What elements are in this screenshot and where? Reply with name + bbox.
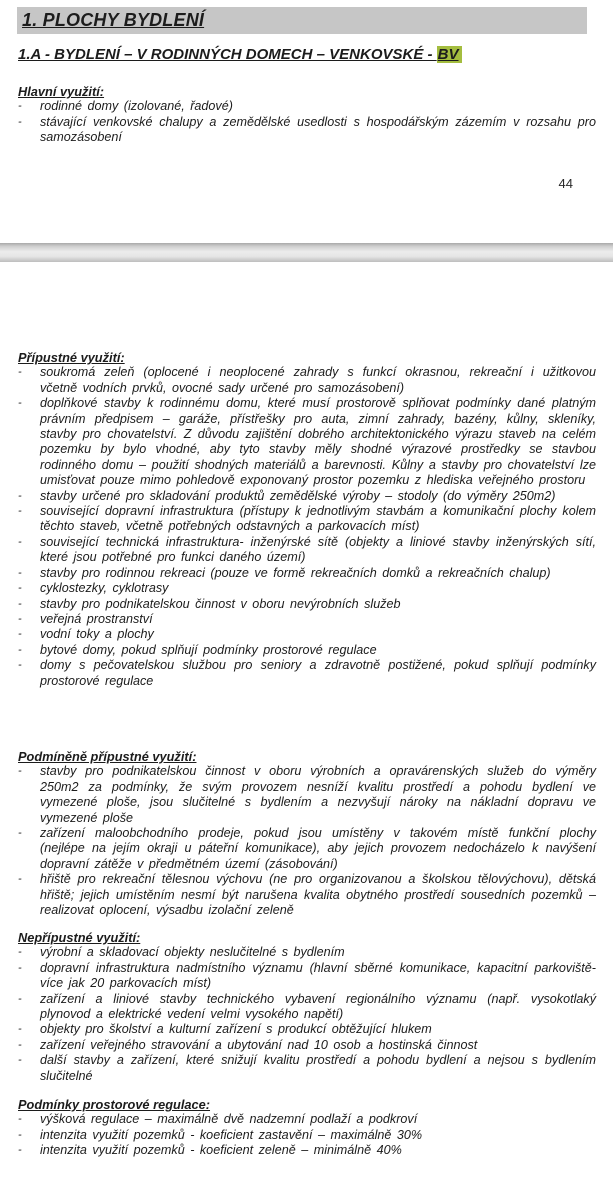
list-item-text: související dopravní infrastruktura (přístupy k jednotlivým stavbám a komunikační plochy kolem těchto staveb, včetně potřebných odstavných a parkovacích míst) xyxy=(40,504,596,534)
list-item-text: domy s pečovatelskou službou pro seniory a zdravotně postižené, pokud splňují podmínky prostorové regulace xyxy=(40,658,596,688)
list-item-text: dopravní infrastruktura nadmístního významu (hlavní sběrné komunikace, kapacitní parkoviště- více jak 20 parkovacích míst) xyxy=(40,960,596,991)
list-item-text: výšková regulace – maximálně dvě nadzemní podlaží a podkroví xyxy=(40,1112,418,1127)
list-item xyxy=(18,597,596,612)
section-nepripustne-vyuziti xyxy=(18,930,596,1084)
bullet-dash: - xyxy=(18,566,22,579)
bullet-dash: - xyxy=(18,1144,22,1157)
section-pripustne-vyuziti xyxy=(18,350,596,689)
chapter-title-bar xyxy=(17,7,587,34)
bullet-dash: - xyxy=(18,115,22,128)
zone-subtitle xyxy=(18,46,462,63)
list-item xyxy=(18,612,596,627)
list-item xyxy=(18,945,596,960)
bullet-dash: - xyxy=(18,1113,22,1126)
list-item xyxy=(18,1128,596,1143)
section-heading: Podmíněně přípustné využití: xyxy=(18,749,197,764)
list-item xyxy=(18,489,596,504)
list-item xyxy=(18,1053,596,1084)
bullet-dash: - xyxy=(18,397,22,410)
list-item-text: zařízení veřejného stravování a ubytování nad 10 osob a hostinská činnost xyxy=(40,1037,478,1052)
list-item-text: hřiště pro rekreační tělesnou výchovu (ne pro organizovanou a školskou tělovýchovu), dětská hřiště; jejich umístěním nesmí být narušena kvalita obytného prostředí sousedních pozemků – realizovat oplocení, výsadbu izolační zeleně xyxy=(40,872,596,918)
bullet-list xyxy=(18,1112,596,1158)
bullet-dash: - xyxy=(18,1038,22,1051)
section-podminky-prostorove-regulace xyxy=(18,1097,596,1159)
list-item xyxy=(18,1143,596,1158)
list-item xyxy=(18,961,596,992)
list-item xyxy=(18,99,596,114)
section-heading: Hlavní využití: xyxy=(18,84,105,99)
list-item xyxy=(18,581,596,596)
bullet-dash: - xyxy=(18,535,22,548)
section-heading: Podmínky prostorové regulace: xyxy=(18,1097,211,1112)
list-item xyxy=(18,504,596,535)
list-item-text: intenzita využití pozemků - koeficient zeleně – minimálně 40% xyxy=(40,1143,402,1158)
list-item-text: objekty pro školství a kulturní zařízení s produkcí obtěžující hlukem xyxy=(40,1022,432,1037)
section-hlavni-vyuziti xyxy=(18,84,596,146)
list-item-text: stavby určené pro skladování produktů zemědělské výroby – stodoly (do výměry 250m2) xyxy=(40,488,556,503)
list-item xyxy=(18,627,596,642)
chapter-title: 1. PLOCHY BYDLENÍ xyxy=(22,10,205,30)
list-item xyxy=(18,535,596,566)
bullet-dash: - xyxy=(18,582,22,595)
list-item-text: rodinné domy (izolované, řadové) xyxy=(40,99,233,114)
list-item xyxy=(18,115,596,146)
list-item xyxy=(18,1022,596,1037)
list-item-text: výrobní a skladovací objekty neslučitelné s bydlením xyxy=(40,945,345,960)
bullet-dash: - xyxy=(18,1054,22,1067)
list-item xyxy=(18,396,596,488)
list-item-text: zařízení maloobchodního prodeje, pokud jsou umístěny v takovém místě funkční plochy (nejlépe na jejím okraji u páteřní komunikace), aby jejich provozem nedocházelo k navýšení dopravní zátěže v předmětném území (zásobování) xyxy=(40,826,596,871)
bullet-dash: - xyxy=(18,827,22,840)
bullet-dash: - xyxy=(18,961,22,974)
list-item xyxy=(18,658,596,689)
bullet-dash: - xyxy=(18,873,22,886)
list-item-text: veřejná prostranství xyxy=(40,611,153,626)
bullet-dash: - xyxy=(18,1023,22,1036)
list-item-text: zařízení a liniové stavby technického vybavení regionálního významu (např. vysokotlaký plynovod a elektrické vedení velmi vysokého napětí) xyxy=(40,991,596,1022)
bullet-list xyxy=(18,764,596,918)
list-item-text: bytové domy, pokud splňují podmínky prostorové regulace xyxy=(40,642,377,657)
list-item-text: stavby pro rodinnou rekreaci (pouze ve formě rekreačních domků a rekreačních chalup) xyxy=(40,565,551,580)
bullet-dash: - xyxy=(18,1128,22,1141)
list-item-text: vodní toky a plochy xyxy=(40,627,154,642)
list-item-text: stavby pro podnikatelskou činnost v oboru výrobních a opravárenských služeb do výměry 250m2 za podmínky, že svým provozem nesníží kvalitu prostředí a pohodu bydlení ve vymezené ploše, jsou slučitelné s bydlením a nezvyšují nároky na nákladní dopravu ve vymezené ploše xyxy=(40,764,596,825)
list-item-text: další stavby a zařízení, které snižují kvalitu prostředí a pohodu bydlení a nejsou s bydlením slučitelné xyxy=(40,1053,596,1083)
list-item xyxy=(18,764,596,826)
bullet-dash: - xyxy=(18,643,22,656)
list-item xyxy=(18,643,596,658)
page-break-divider xyxy=(0,243,613,262)
bullet-dash: - xyxy=(18,489,22,502)
bullet-dash: - xyxy=(18,946,22,959)
list-item-text: doplňkové stavby k rodinnému domu, které musí prostorově splňovat podmínky dané platným právním předpisem – garáže, přístřešky pro auta, zimní zahrady, bazény, kůlny, skleníky, stavby pro chovatelství. Z důvodu zajištění dobrého architektonického výrazu staveb na celém pozemku by bylo vhodné, aby tyto stavby měly shodné výrazové prostředky se stavbou rodinného domu – použití shodných materiálů a barevnosti. Kůlny a stavby pro chovatelství lze umisťovat pouze mimo pohledově exponovaný prostor pozemku z hlediska veřejného prostoru xyxy=(40,396,596,488)
list-item xyxy=(18,1112,596,1127)
list-item-text: intenzita využití pozemků - koeficient zastavění – maximálně 30% xyxy=(40,1127,423,1142)
bullet-list xyxy=(18,365,596,689)
bullet-dash: - xyxy=(18,366,22,379)
bullet-dash: - xyxy=(18,659,22,672)
list-item-text: související technická infrastruktura- inženýrské sítě (objekty a liniové stavby inženýrských sítí, které jsou potřebné pro funkci daného území) xyxy=(40,534,596,565)
bullet-dash: - xyxy=(18,505,22,518)
bullet-list xyxy=(18,99,596,145)
zone-code-highlight: BV xyxy=(437,46,462,63)
bullet-dash: - xyxy=(18,100,22,113)
bullet-dash: - xyxy=(18,628,22,641)
bullet-dash: - xyxy=(18,992,22,1005)
bullet-list xyxy=(18,945,596,1084)
bullet-dash: - xyxy=(18,765,22,778)
section-podminene-pripustne-vyuziti xyxy=(18,749,596,918)
list-item-text: cyklostezky, cyklotrasy xyxy=(40,581,169,596)
page-number: 44 xyxy=(558,176,573,191)
list-item-text: stávající venkovské chalupy a zemědělské usedlosti s hospodářským zázemím v rozsahu pro samozásobení xyxy=(40,114,596,145)
list-item-text: stavby pro podnikatelskou činnost v oboru nevýrobních služeb xyxy=(40,596,401,611)
section-heading: Přípustné využití: xyxy=(18,350,125,365)
list-item xyxy=(18,826,596,872)
zone-subtitle-text: 1.A - BYDLENÍ – V RODINNÝCH DOMECH – VENKOVSKÉ - xyxy=(18,46,437,63)
section-heading: Nepřípustné využití: xyxy=(18,930,141,945)
list-item xyxy=(18,566,596,581)
list-item xyxy=(18,992,596,1023)
list-item-text: soukromá zeleň (oplocené i neoplocené zahrady s funkcí okrasnou, rekreační i užitkovou včetně vodních prvků, ovocné sady určené pro samozásobení) xyxy=(40,365,596,395)
list-item xyxy=(18,1038,596,1053)
bullet-dash: - xyxy=(18,597,22,610)
bullet-dash: - xyxy=(18,612,22,625)
list-item xyxy=(18,365,596,396)
list-item xyxy=(18,872,596,918)
